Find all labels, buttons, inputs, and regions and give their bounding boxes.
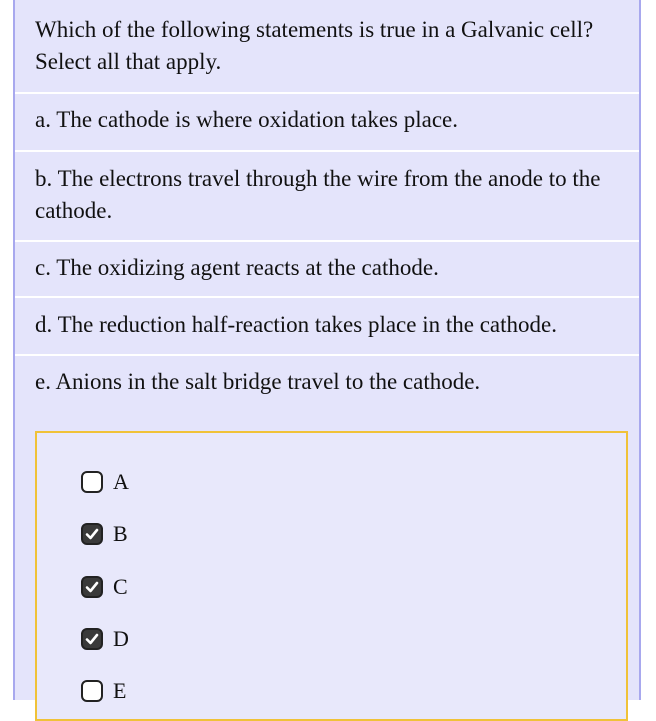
statement-b [15, 152, 639, 242]
statement-b-text: b. The electrons travel through the wire from the anode to the cathode. [35, 166, 601, 223]
option-e[interactable] [81, 676, 126, 706]
statement-a-text: a. The cathode is where oxidation takes place. [35, 107, 458, 132]
option-a[interactable] [81, 467, 129, 497]
checkbox-empty-icon[interactable] [81, 471, 103, 493]
option-e-label: E [113, 678, 127, 703]
option-d[interactable] [81, 624, 129, 654]
option-c-label: C [113, 574, 128, 599]
statement-c [15, 242, 639, 298]
checkbox-empty-icon[interactable] [81, 680, 103, 702]
checkbox-checked-icon[interactable] [81, 576, 103, 598]
statement-d-text: d. The reduction half-reaction takes place in the cathode. [35, 312, 557, 337]
answer-options-box [35, 431, 628, 721]
checkbox-checked-icon[interactable] [81, 628, 103, 650]
option-b-label: B [113, 521, 128, 546]
statement-c-text: c. The oxidizing agent reacts at the cathode. [35, 255, 439, 280]
statement-e [15, 356, 639, 412]
question-stem-text: Which of the following statements is true in a Galvanic cell? Select all that apply. [35, 17, 594, 74]
question-stem [15, 0, 639, 94]
statement-e-text: e. Anions in the salt bridge travel to the cathode. [35, 369, 481, 394]
checkbox-checked-icon[interactable] [81, 523, 103, 545]
statement-a [15, 94, 639, 152]
option-a-label: A [113, 469, 129, 494]
option-b[interactable] [81, 519, 128, 549]
question-panel [13, 0, 641, 703]
option-d-label: D [113, 626, 129, 651]
statement-d [15, 298, 639, 356]
option-c[interactable] [81, 572, 128, 602]
